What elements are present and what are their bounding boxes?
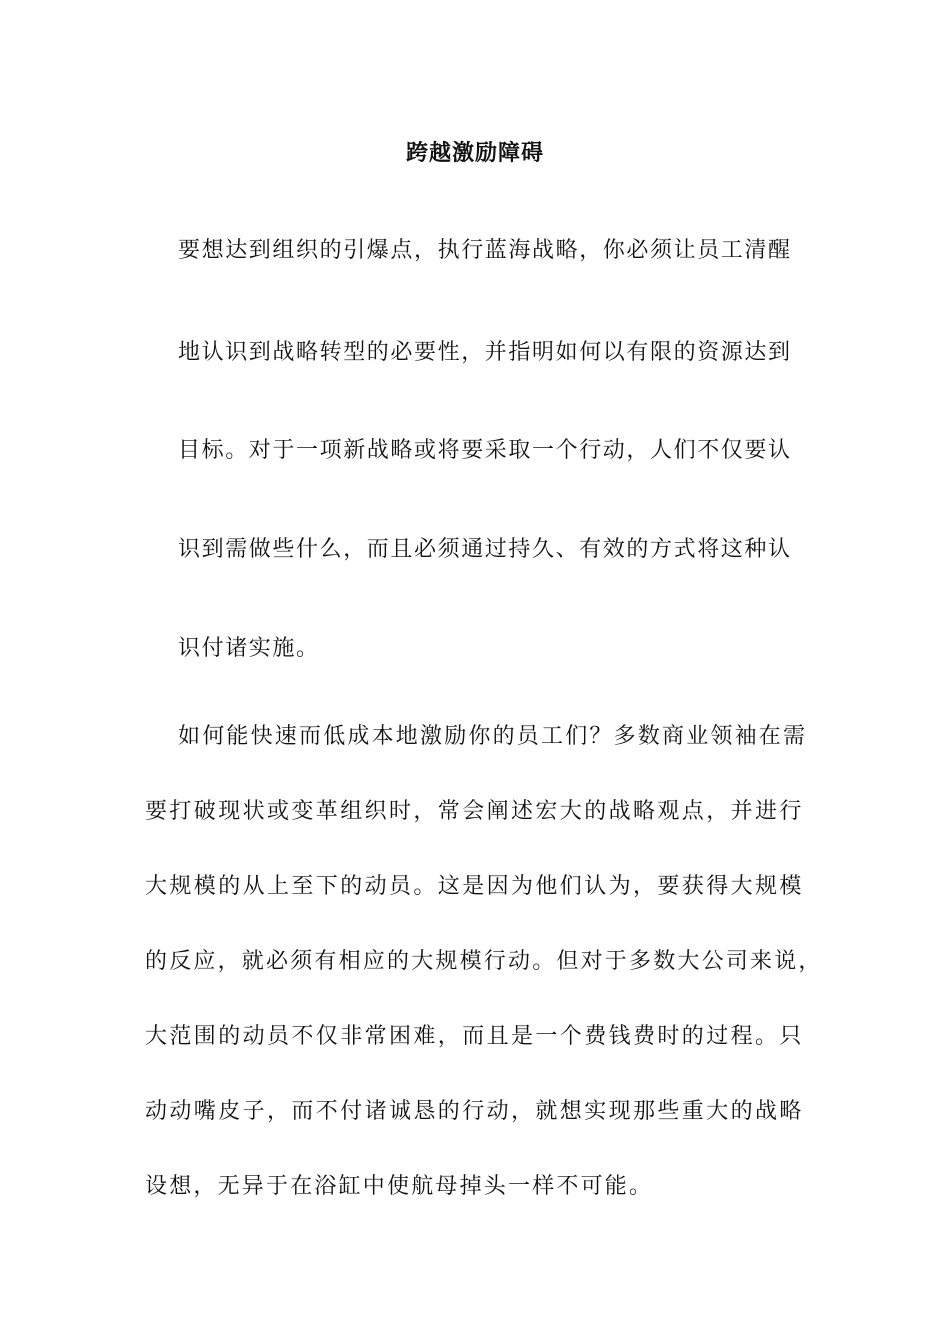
paragraph-line: 大规模的从上至下的动员。这是因为他们认为，要获得大规模: [145, 874, 804, 899]
paragraph-line: 识付诸实施。: [178, 636, 320, 661]
paragraph-line: 大范围的动员不仅非常困难，而且是一个费钱费时的过程。只: [145, 1024, 804, 1049]
paragraph-line: 设想，无异于在浴缸中使航母掉头一样不可能。: [145, 1174, 654, 1199]
paragraph-line: 的反应，就必须有相应的大规模行动。但对于多数大公司来说，: [145, 949, 823, 974]
paragraph-line: 地认识到战略转型的必要性，并指明如何以有限的资源达到: [178, 340, 792, 365]
paragraph-line: 目标。对于一项新战略或将要采取一个行动，人们不仅要认: [178, 438, 792, 463]
paragraph-line: 要想达到组织的引爆点，执行蓝海战略，你必须让员工清醒: [178, 238, 792, 263]
paragraph-line: 识到需做些什么，而且必须通过持久、有效的方式将这种认: [178, 537, 792, 562]
paragraph-line: 动动嘴皮子，而不付诸诚恳的行动，就想实现那些重大的战略: [145, 1099, 804, 1124]
paragraph-line: 如何能快速而低成本地激励你的员工们？多数商业领袖在需: [178, 724, 808, 749]
document-title: 跨越激励障碍: [405, 140, 544, 166]
paragraph-line: 要打破现状或变革组织时，常会阐述宏大的战略观点，并进行: [145, 799, 804, 824]
